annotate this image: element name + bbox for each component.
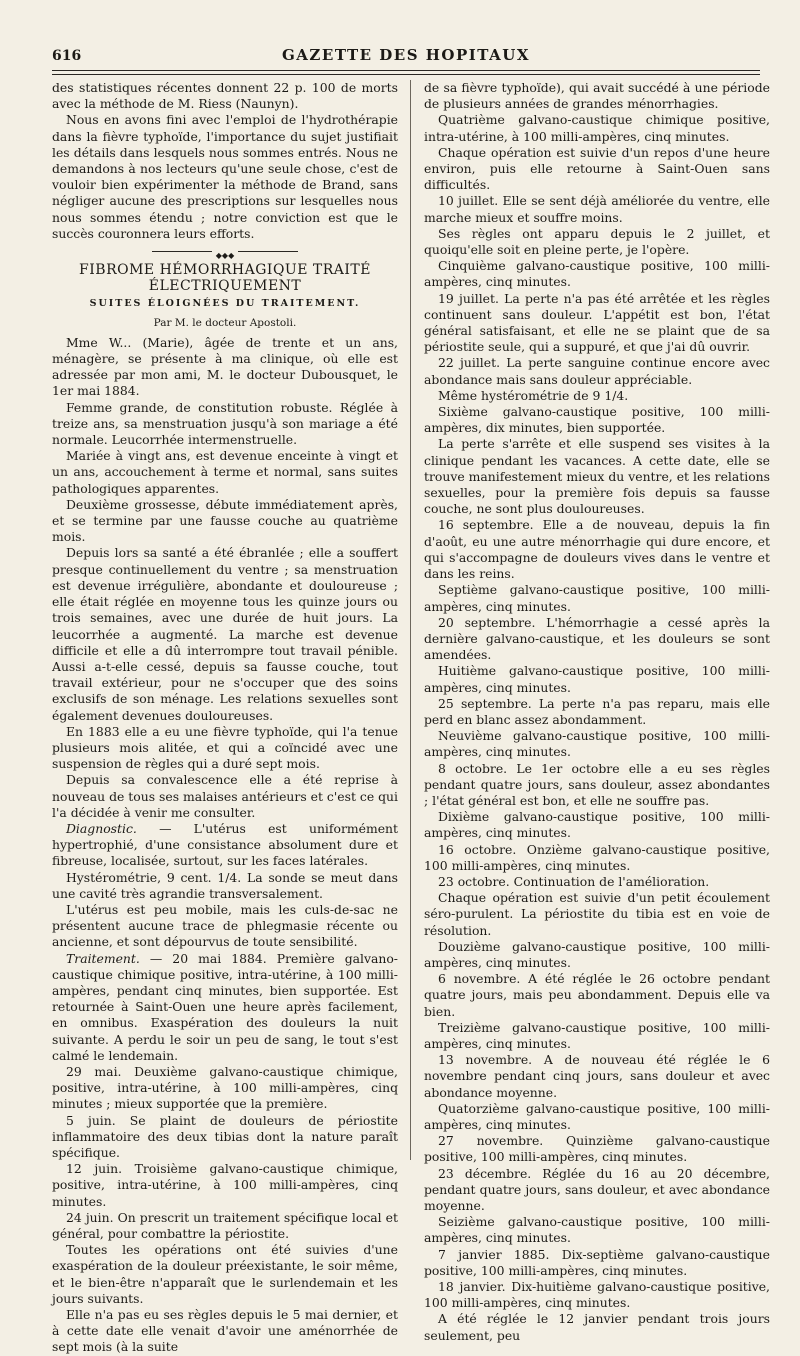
paragraph: de sa fièvre typhoïde), qui avait succédé à une période de plusieurs années de grandes ménorrhagies. (424, 80, 770, 112)
header-rule-top (52, 70, 760, 71)
paragraph: Cinquième galvano-caustique positive, 100 milli-ampères, cinq minutes. (424, 258, 770, 290)
paragraph: 6 novembre. A été réglée le 26 octobre pendant quatre jours, mais peu abondamment. Depuis elle va bien. (424, 971, 770, 1019)
paragraph: 24 juin. On prescrit un traitement spécifique local et général, pour combattre la périostite. (52, 1209, 398, 1242)
paragraph: 25 septembre. La perte n'a pas reparu, mais elle perd en blanc assez abondamment. (424, 695, 770, 727)
paragraph: 13 novembre. A de nouveau été réglée le 6 novembre pendant cinq jours, sans douleur et avec abondance moyenne. (424, 1052, 770, 1100)
paragraph: En 1883 elle a eu une fièvre typhoïde, qui l'a tenue plusieurs mois alitée, et qui a coïncidé avec une suspension de règles qui a duré sept mois. (52, 723, 398, 772)
paragraph: Toutes les opérations ont été suivies d'une exaspération de la douleur préexistante, le soir même, et le bien-être n'apparaît que le surlendemain et les jours suivants. (52, 1242, 398, 1306)
page-number: 616 (52, 48, 82, 64)
paragraph: Depuis lors sa santé a été ébranlée ; elle a souffert presque continuellement du ventre ; sa menstruation est devenue irrégulière, abondante et douloureuse ; elle était réglée en moyenne tous les quinze jours ou trois semaines, avec une durée de huit jours. La leucorrhée a augmenté. La marche est devenue difficile et elle a dû interrompre tout travail pénible. Aussi a-t-elle cessé, depuis sa fausse couche, tout travail extérieur, pour ne s'occuper que des soins exclusifs de son ménage. Les relations sexuelles sont également devenues douloureuses. (52, 545, 398, 723)
paragraph: Deuxième grossesse, débute immédiatement après, et se termine par une fausse couche au quatrième mois. (52, 496, 398, 545)
paragraph: Même hystérométrie de 9 1/4. (438, 387, 629, 403)
section-separator (52, 246, 398, 261)
paragraph: 7 janvier 1885. Dix-septième galvano-caustique positive, 100 milli-ampères, cinq minutes. (424, 1246, 770, 1278)
column-separator (410, 80, 411, 1160)
article-subtitle: SUITES ÉLOIGNÉES DU TRAITEMENT. (89, 298, 361, 310)
diagnostic-label: Diagnostic. (66, 820, 137, 836)
paragraph (52, 821, 398, 870)
article-title: FIBROME HÉMORRHAGIQUE TRAITÉ ÉLECTRIQUEMENT (79, 262, 371, 295)
ornament-icon: ◆◆◆ (212, 251, 238, 260)
paragraph: 27 novembre. Quinzième galvano-caustique positive, 100 milli-ampères, cinq minutes. (424, 1133, 770, 1165)
paragraph: Elle n'a pas eu ses règles depuis le 5 mai dernier, et à cette date elle venait d'avoir une aménorrhée de sept mois (à la suite (52, 1307, 398, 1355)
left-column (52, 80, 398, 1356)
paragraph: 8 octobre. Le 1er octobre elle a eu ses règles pendant quatre jours, sans douleur, assez abondantes ; l'état général est bon, et elle ne souffre pas. (424, 760, 770, 808)
paragraph: Huitième galvano-caustique positive, 100 milli-ampères, cinq minutes. (424, 663, 770, 695)
paragraph: Ses règles ont apparu depuis le 2 juillet, et quoiqu'elle soit en pleine perte, je l'opère. (424, 225, 770, 258)
paragraph: 10 juillet. Elle se sent déjà améliorée du ventre, elle marche mieux et souffre moins. (424, 193, 770, 225)
paragraph-text: — L'utérus est uniformément hypertrophié, d'une consistance absolument dure et fibreuse, localisée, surtout, sur les faces latérales. (52, 820, 398, 869)
paragraph: Nous en avons fini avec l'emploi de l'hydrothérapie dans la fièvre typhoïde, l'importance du sujet justifiait les détails dans lesquels nous sommes entrés. Nous ne demandons à nos lecteurs qu'une seule chose, c'est de vouloir bien expérimenter la méthode de Brand, sans négliger aucune des prescriptions sur lesquelles nous nous sommes étendu ; notre conviction est que le succès couronnera leurs efforts. (52, 112, 398, 241)
page-header (52, 44, 760, 66)
paragraph: Douzième galvano-caustique positive, 100 milli-ampères, cinq minutes. (424, 938, 770, 970)
paragraph: 29 mai. Deuxième galvano-caustique chimique, positive, intra-utérine, à 100 milli-ampères, cinq minutes ; mieux supportée que la première. (52, 1063, 398, 1112)
paragraph: Chaque opération est suivie d'un petit écoulement séro-purulent. La périostite du tibia est en voie de résolution. (424, 890, 770, 938)
treatment-label: Traitement. (66, 950, 140, 966)
paragraph: Sixième galvano-caustique positive, 100 milli-ampères, dix minutes, bien supportée. (424, 404, 770, 436)
paragraph: Femme grande, de constitution robuste. Réglée à treize ans, sa menstruation jusqu'à son mariage a été normale. Leucorrhée intermenstruelle. (52, 399, 398, 448)
paragraph: Quatrième galvano-caustique chimique positive, intra-utérine, à 100 milli-ampères, cinq minutes. (424, 112, 770, 144)
paragraph: Hystérométrie, 9 cent. 1/4. La sonde se meut dans une cavité très agrandie transversalement. (52, 869, 398, 901)
paragraph: Mme W... (Marie), âgée de trente et un ans, ménagère, se présente à ma clinique, où elle est adressée par mon ami, M. le docteur Dubousquet, le 1er mai 1884. (52, 334, 398, 399)
paragraph: A été réglée le 12 janvier pendant trois jours seulement, peu (424, 1311, 770, 1343)
paragraph: 5 juin. Se plaint de douleurs de périostite inflammatoire des deux tibias dont la nature paraît spécifique. (52, 1112, 398, 1160)
paragraph: 12 juin. Troisième galvano-caustique chimique, positive, intra-utérine, à 100 milli-ampères, cinq minutes. (52, 1161, 398, 1209)
paragraph: Quatorzième galvano-caustique positive, 100 milli-ampères, cinq minutes. (424, 1100, 770, 1132)
paragraph: 16 septembre. Elle a de nouveau, depuis la fin d'août, eu une autre ménorrhagie qui dure encore, et qui s'accompagne de douleurs vives dans le ventre et dans les reins. (424, 517, 770, 582)
article-author: Par M. le docteur Apostoli. (153, 316, 297, 329)
paragraph: 20 septembre. L'hémorrhagie a cessé après la dernière galvano-caustique, et les douleurs se sont amendées. (424, 614, 770, 663)
paragraph: Mariée à vingt ans, est devenue enceinte à vingt et un ans, accouchement à terme et normal, sans suites pathologiques apparentes. (52, 448, 398, 496)
paragraph: Dixième galvano-caustique positive, 100 milli-ampères, cinq minutes. (424, 809, 770, 841)
paragraph: Chaque opération est suivie d'un repos d'une heure environ, puis elle retourne à Saint-Ouen sans difficultés. (424, 144, 770, 193)
paragraph: Septième galvano-caustique positive, 100 milli-ampères, cinq minutes. (424, 582, 770, 614)
paragraph: 22 juillet. La perte sanguine continue encore avec abondance mais sans douleur appréciable. (424, 355, 770, 387)
paragraph (52, 951, 398, 1064)
paragraph-text: — 20 mai 1884. Première galvano-caustique chimique positive, intra-utérine, à 100 milli-ampères, pendant cinq minutes, bien supportée. Est retournée à Saint-Ouen une heure après facilement, en omnibus. Exaspération des douleurs la nuit suivante. A perdu le soir un peu de sang, le tout s'est calmé le lendemain. (52, 950, 398, 1063)
right-column (424, 80, 770, 1344)
paragraph: Seizième galvano-caustique positive, 100 milli-ampères, cinq minutes. (424, 1214, 770, 1246)
paragraph: 23 décembre. Réglée du 16 au 20 décembre, pendant quatre jours, sans douleur, et avec abondance moyenne. (424, 1165, 770, 1214)
paragraph: L'utérus est peu mobile, mais les culs-de-sac ne présentent aucune trace de phlegmasie récente ou ancienne, et sont dépourvus de toute sensibilité. (52, 901, 398, 950)
paragraph: La perte s'arrête et elle suspend ses visites à la clinique pendant les vacances. A cette date, elle se trouve manifestement mieux du ventre, et les relations sexuelles, pour la première fois depuis sa fausse couche, ne sont plus douloureuses. (424, 436, 770, 517)
paragraph: Depuis sa convalescence elle a été reprise à nouveau de tous ses malaises antérieurs et c'est ce qui l'a décidée à venir me consulter. (52, 772, 398, 820)
paragraph: 18 janvier. Dix-huitième galvano-caustique positive, 100 milli-ampères, cinq minutes. (424, 1279, 770, 1311)
paragraph: 23 octobre. Continuation de l'amélioration. (438, 873, 710, 889)
paragraph: des statistiques récentes donnent 22 p. 100 de morts avec la méthode de M. Riess (Naunyn). (52, 80, 398, 112)
paragraph: 16 octobre. Onzième galvano-caustique positive, 100 milli-ampères, cinq minutes. (424, 841, 770, 873)
paragraph: 19 juillet. La perte n'a pas été arrêtée et les règles continuent sans douleur. L'appétit est bon, l'état général satisfaisant, et elle ne se plaint que de sa périostite seule, qui a suppuré, et que j'ai dû ouvrir. (424, 290, 770, 355)
journal-title: GAZETTE DES HOPITAUX (281, 46, 530, 64)
paragraph: Treizième galvano-caustique positive, 100 milli-ampères, cinq minutes. (424, 1019, 770, 1051)
header-rule-bottom (52, 74, 760, 75)
paragraph: Neuvième galvano-caustique positive, 100 milli-ampères, cinq minutes. (424, 728, 770, 760)
